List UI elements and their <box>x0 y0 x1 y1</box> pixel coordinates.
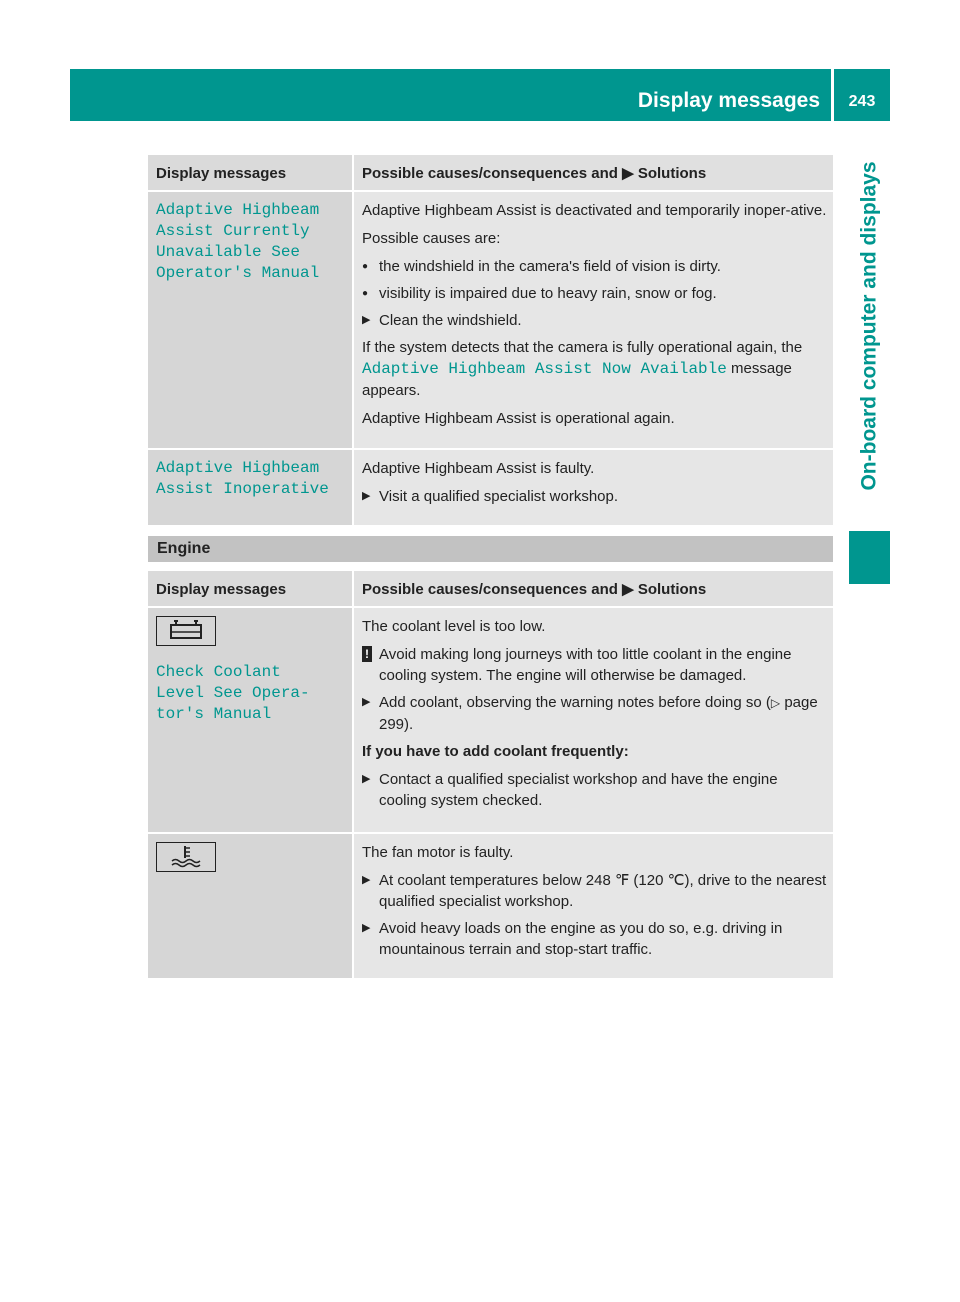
side-tab-label: On-board computer and displays <box>857 161 881 491</box>
display-message-cell <box>148 608 354 834</box>
display-message: Adaptive Highbeam Assist Inoperative <box>156 459 329 498</box>
step-item: ▶ Clean the windshield. <box>362 310 827 331</box>
solution-cell <box>354 192 833 450</box>
subheading: If you have to add coolant frequently: <box>362 743 629 760</box>
solution-cell <box>354 450 833 527</box>
page-reference[interactable]: page 299). <box>379 694 818 733</box>
display-messages-table-1 <box>148 155 833 527</box>
info-text: Adaptive Highbeam Assist is operational again. <box>362 410 675 427</box>
cause-text: Adaptive Highbeam Assist is faulty. <box>362 460 595 477</box>
page-title: Display messages <box>637 89 820 112</box>
step-item: ▶ Contact a qualified specialist workshop and have the engine cooling system checked. <box>362 769 827 811</box>
page-number: 243 <box>848 93 876 110</box>
cause-text: The fan motor is faulty. <box>362 844 514 861</box>
display-message-cell <box>148 834 354 980</box>
table-row <box>148 608 833 834</box>
table-header-row <box>148 155 833 192</box>
table-row <box>148 192 833 450</box>
col-header-solutions: Possible causes/consequences and ▶ Solutions <box>354 571 833 608</box>
display-message: Check Coolant Level See Opera- tor's Manual <box>156 663 310 723</box>
coolant-level-icon <box>156 616 216 646</box>
table-row <box>148 834 833 980</box>
coolant-temperature-icon <box>156 842 216 872</box>
section-heading-engine: Engine <box>148 536 833 562</box>
col-header-solutions: Possible causes/consequences and ▶ Solutions <box>354 155 833 192</box>
display-messages-table-2 <box>148 571 833 980</box>
cause-text: The coolant level is too low. <box>362 618 546 635</box>
warning-icon: ! <box>362 646 372 662</box>
table-header-row <box>148 571 833 608</box>
page-reference-arrow-icon: ▷ <box>770 696 781 710</box>
side-tab <box>849 121 890 531</box>
warning-note: ! Avoid making long journeys with too little coolant in the engine cooling system. The engine will otherwise be damaged. <box>362 644 827 686</box>
step-item: ▶ Add coolant, observing the warning notes before doing so (▷ page 299). <box>362 692 827 735</box>
bullet-item: ● visibility is impaired due to heavy rain, snow or fog. <box>362 283 827 304</box>
cause-text: Possible causes are: <box>362 230 501 247</box>
display-message: Adaptive Highbeam Assist Currently Unavailable See Operator's Manual <box>156 201 320 282</box>
col-header-display-messages: Display messages <box>148 155 354 192</box>
play-arrow-icon: ▶ <box>622 581 634 598</box>
col-header-display-messages: Display messages <box>148 571 354 608</box>
table-row <box>148 450 833 527</box>
display-message-inline: Adaptive Highbeam Assist Now Available <box>362 360 727 378</box>
step-item: ▶ At coolant temperatures below 248 ℉ (120 ℃), drive to the nearest qualified specialist workshop. <box>362 870 827 912</box>
solution-cell <box>354 608 833 834</box>
info-text: If the system detects that the camera is fully operational again, the Adaptive Highbeam Assist Now Available message appears. <box>362 339 803 399</box>
display-message-cell <box>148 450 354 527</box>
side-tab-marker <box>849 531 890 584</box>
step-item: ▶ Avoid heavy loads on the engine as you do so, e.g. driving in mountainous terrain and stop-start traffic. <box>362 918 827 960</box>
display-message-cell <box>148 192 354 450</box>
play-arrow-icon: ▶ <box>622 165 634 182</box>
solution-cell <box>354 834 833 980</box>
step-item: ▶ Visit a qualified specialist workshop. <box>362 486 827 507</box>
bullet-item: ● the windshield in the camera's field of vision is dirty. <box>362 256 827 277</box>
cause-text: Adaptive Highbeam Assist is deactivated and temporarily inoper-ative. <box>362 202 827 219</box>
